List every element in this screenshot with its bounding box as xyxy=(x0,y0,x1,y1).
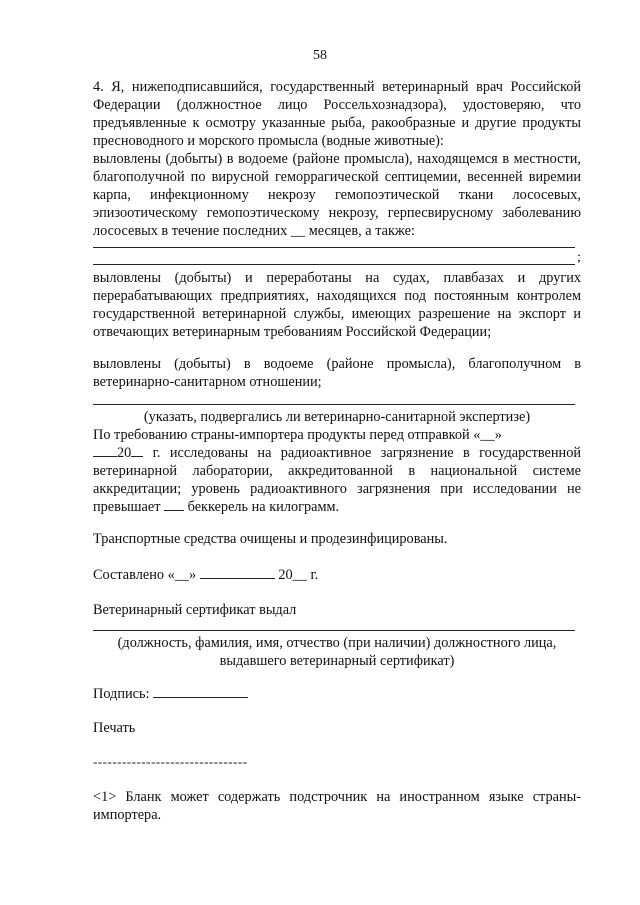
official-caption-line-1: (должность, фамилия, имя, отчество (при наличии) должностного лица, xyxy=(117,635,557,651)
radiation-text: г. исследованы на радиоактивное загрязнение в государственной ветеринарной лаборатории, аккредитованной в национальной системе аккредитации; уровень радиоактивного загрязнения при исследовании не превышает xyxy=(93,445,581,515)
radiation-unit: беккерель на килограмм. xyxy=(187,499,340,515)
issued-by-label: Ветеринарный сертификат выдал xyxy=(93,602,297,618)
radiation-paragraph xyxy=(93,444,581,516)
blank-line-1 xyxy=(93,247,575,248)
footnote: <1> Бланк может содержать подстрочник на иностранном языке страны-импортера. xyxy=(93,789,581,823)
paragraph-4b: выловлены (добыты) и переработаны на судах, плавбазах и других перерабатывающих предприятиях, находящихся под постоянным контролем государственной ветеринарной службы, имеющих разрешение на экспорт и отвечающих ветеринарным требованиям Российской Федерации; xyxy=(93,270,581,340)
blank-line-official xyxy=(93,630,575,631)
footnote-separator: -------------------------------- xyxy=(93,754,248,769)
signature-field xyxy=(93,685,581,703)
stamp-label: Печать xyxy=(93,720,136,736)
transport-statement: Транспортные средства очищены и продезинфицированы. xyxy=(93,531,448,547)
radiation-year-prefix: 20 xyxy=(117,445,132,461)
blank-line-expertise xyxy=(93,404,575,405)
paragraph-4c: выловлены (добыты) в водоеме (районе промысла), благополучном в ветеринарно-санитарном отношении; xyxy=(93,356,581,390)
semicolon: ; xyxy=(577,250,581,265)
official-caption-line-2: выдавшего ветеринарный сертификат) xyxy=(219,653,455,669)
compiled-date xyxy=(93,566,581,584)
compiled-year: 20__ г. xyxy=(278,567,319,583)
paragraph-4a: выловлены (добыты) в водоеме (районе промысла), находящемся в местности, благополучной по вирусной геморрагической септицемии, весенней виремии карпа, инфекционному некрозу гемопоэтической ткани лососевых, эпизоотическому гемопоэтическому некрозу, герпесвирусному заболеванию лососевых в течение последних __ месяцев, а также: xyxy=(93,151,581,239)
signature-label: Подпись: xyxy=(93,686,150,702)
expertise-caption: (указать, подвергались ли ветеринарно-санитарной экспертизе) xyxy=(143,409,531,425)
page-number: 58 xyxy=(313,48,327,63)
blank-line-2 xyxy=(93,264,575,265)
radiation-line-1: По требованию страны-импортера продукты перед отправкой «__» xyxy=(93,427,502,443)
paragraph-4-heading: 4. Я, нижеподписавшийся, государственный ветеринарный врач Российской Федерации (должностное лицо Россельхознадзора), удостоверяю, что предъявленные к осмотру указанные рыба, ракообразные и другие продукты пресноводного и морского промысла (водные животные): xyxy=(93,79,581,149)
compiled-label: Составлено «__» xyxy=(93,567,197,583)
